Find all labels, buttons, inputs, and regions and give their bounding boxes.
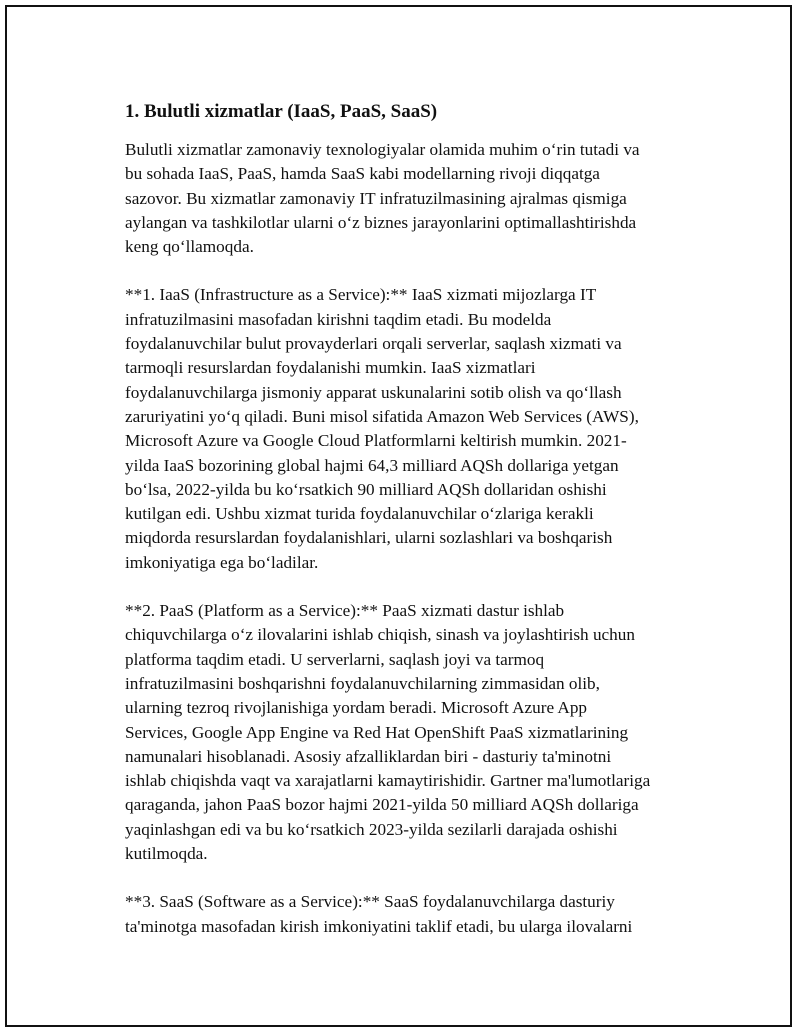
iaas-paragraph: **1. IaaS (Infrastructure as a Service):** IaaS xizmati mijozlarga IT infratuzilmasini masofadan kirishni taqdim etadi. Bu modelda foydalanuvchilar bulut provayderlari orqali serverlar, saqlash xizmati va tarmoqli resurslardan foydalanishi mumkin. IaaS xizmatlari foydalanuvchilarga jismoniy apparat uskunalarini sotib olish va qo‘llash zaruriyatini yo‘q qiladi. Buni misol sifatida Amazon Web Services (AWS), Microsoft Azure va Google Cloud Platformlarni keltirish mumkin. 2021- yilda IaaS bozorining global hajmi 64,3 milliard AQSh dollariga yetgan bo‘lsa, 2022-yilda bu ko‘rsatkich 90 milliard AQSh dollaridan oshishi kutilgan edi. Ushbu xizmat turida foydalanuvchilar o‘zlariga kerakli miqdorda resurslardan foydalanishlari, ularni sozlashlari va boshqarish imkoniyatiga ega bo‘ladilar. (125, 285, 639, 572)
paas-paragraph: **2. PaaS (Platform as a Service):** PaaS xizmati dastur ishlab chiquvchilarga o‘z ilovalarini ishlab chiqish, sinash va joylashtirish uchun platforma taqdim etadi. U serverlarni, saqlash joyi va tarmoq infratuzilmasini boshqarishni foydalanuvchilarning zimmasidan olib, ularning tezroq rivojlanishiga yordam beradi. Microsoft Azure App Services, Google App Engine va Red Hat OpenShift PaaS xizmatlarining namunalari hisoblanadi. Asosiy afzalliklardan biri - dasturiy ta'minotni ishlab chiqishda vaqt va xarajatlarni kamaytirishidir. Gartner ma'lumotlariga qaraganda, jahon PaaS bozor hajmi 2021-yilda 50 milliard AQSh dollariga yaqinlashgan edi va bu ko‘rsatkich 2023-yilda sezilarli darajada oshishi kutilmoqda. (125, 601, 651, 864)
document-body (125, 100, 685, 963)
intro-paragraph: Bulutli xizmatlar zamonaviy texnologiyalar olamida muhim o‘rin tutadi va bu sohada IaaS, PaaS, hamda SaaS kabi modellarning rivoji diqqatga sazovor. Bu xizmatlar zamonaviy IT infratuzilmasining ajralmas qismiga aylangan va tashkilotlar ularni o‘z biznes jarayonlarini optimallashtirishda keng qo‘llamoqda. (125, 140, 640, 257)
page-frame (5, 5, 792, 1027)
saas-paragraph: **3. SaaS (Software as a Service):** SaaS foydalanuvchilarga dasturiy ta'minotga masofadan kirish imkoniyatini taklif etadi, bu ularga ilovalarni (125, 892, 633, 936)
section-heading: 1. Bulutli xizmatlar (IaaS, PaaS, SaaS) (125, 101, 438, 122)
